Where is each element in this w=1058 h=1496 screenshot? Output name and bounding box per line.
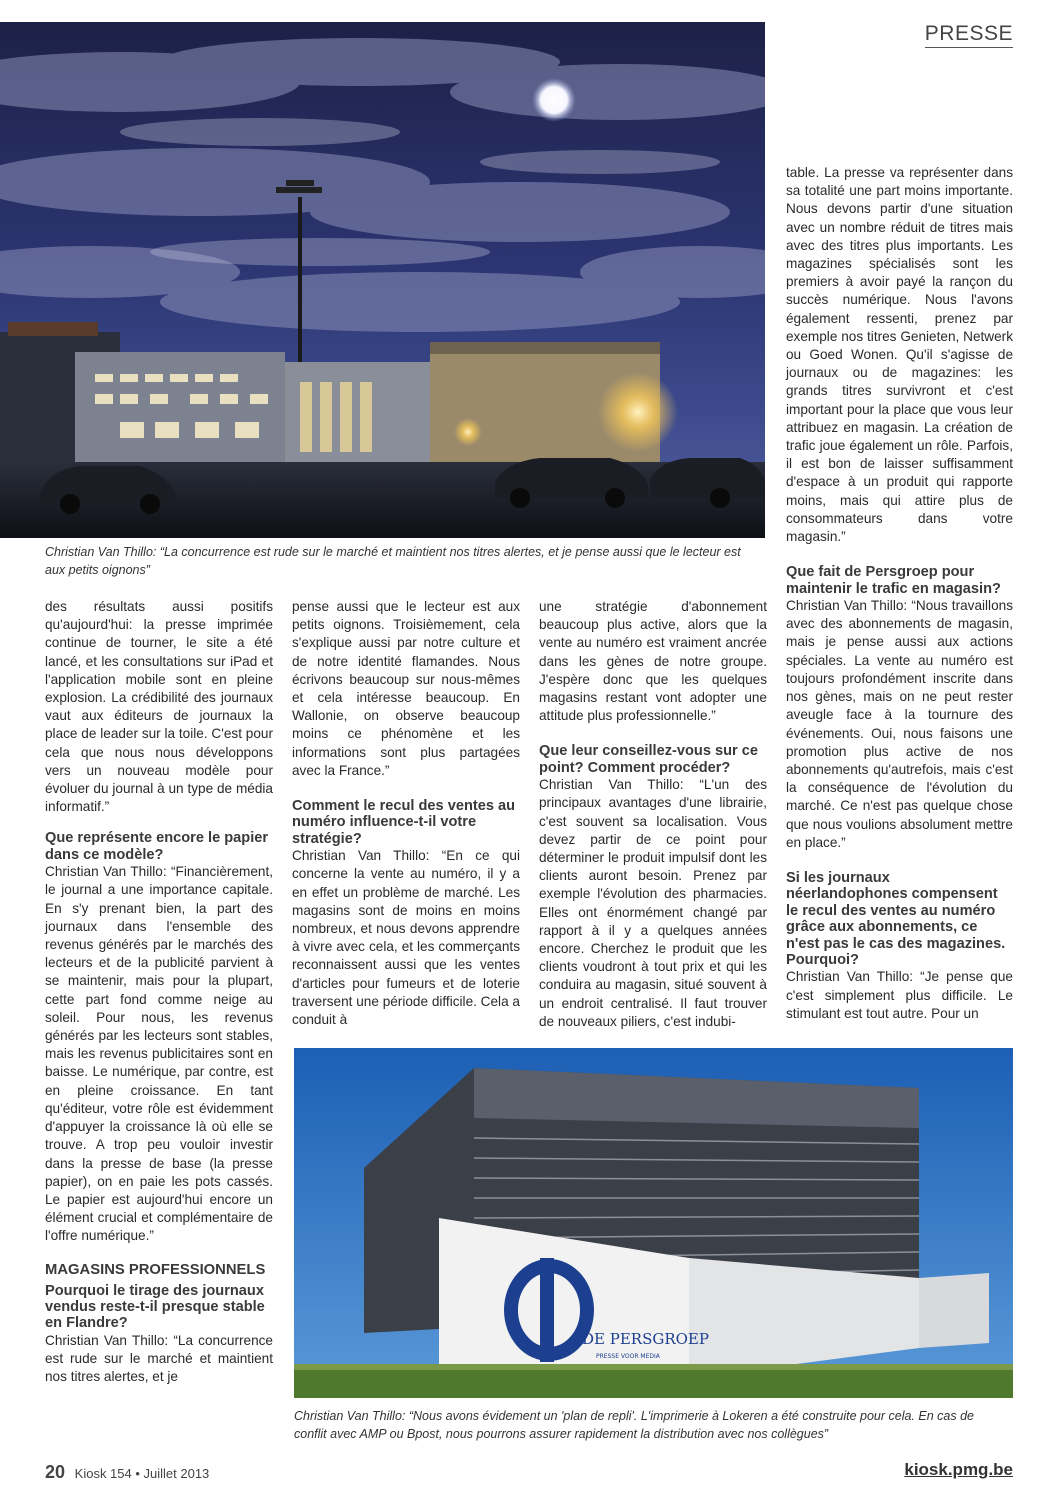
col4-paragraph-2: Christian Van Thillo: “Nous travaillons avec des abonnements de magasin, mais je pense aussi aux actions spéciales. La vente au numéro est toujours profondément inscrite dans nos gènes, mais on ne peut rester aveugle face à la tournure des événements. Oui, nous faisons une promotion plus active de nos abonnements qu'autrefois, mais c'est la conséquence de l'évolution du marché. Ce n'est pas quelque chose que nous voulions absolument mettre en place.” <box>786 598 1013 850</box>
column-3 <box>539 598 767 1031</box>
night-building-image <box>0 22 765 538</box>
column-2 <box>292 598 520 1029</box>
col4-paragraph-3: Christian Van Thillo: “Je pense que c'est simplement plus difficile. Le stimulant est tout autre. Pour un <box>786 969 1013 1021</box>
col4-paragraph-1: table. La presse va représenter dans sa totalité une part moins importante. Nous devons partir d'une situation avec un nombre réduit de titres mais avec des titres plus importants. Les magazines spécialisés sont les premiers à avoir payé la rançon du succès numérique. Nous l'avons également ressenti, prenez par exemple nos titres Genieten, Netwerk ou Goed Wonen. Qu'il s'agisse de journaux ou de magazines: les grands titres survivront et c'est important pour la place que vous leur attribuez en magasin. La création de trafic joue également un rôle. Parfois, il est bon de laisser suffisamment d'espace à un produit qui rapporte moins, mais qui attire plus de consommateurs dans votre magasin.” <box>786 165 1013 545</box>
section-tag: PRESSE <box>925 22 1013 48</box>
col1-paragraph-2: Christian Van Thillo: “Financièrement, le journal a une importance capitale. En s'y prenant bien, la part des journaux dans l'ensemble des revenus générés par le marchés des lecteurs et de la publicité parvient à se maintenir, mais pour la plupart, cette part fond comme neige au soleil. Pour nous, les revenus générés par les lecteurs sont stables, mais les revenus publicitaires sont en baisse. Le numérique, par contre, est en pleine croissance. En tant qu'éditeur, votre rôle est évidemment d'appuyer la croissance là où elle se trouve. A trop peu vouloir investir dans la presse de base (la presse papier), on en paie les pots cassés. Le papier est aujourd'hui encore un élément crucial et complémentaire de l'offre numérique.” <box>45 864 273 1244</box>
col2-question-1: Comment le recul des ventes au numéro influence-t-il votre stratégie? <box>292 798 516 847</box>
column-4 <box>786 164 1013 1023</box>
col1-question-2: Pourquoi le tirage des journaux vendus reste-t-il presque stable en Flandre? <box>45 1282 265 1332</box>
persgroep-logo-text: DE PERSGROEP <box>582 1330 709 1348</box>
top-photo-caption: Christian Van Thillo: “La concurrence est rude sur le marché et maintient nos titres alertes, et je pense aussi que le lecteur est aux petits oignons” <box>45 545 741 577</box>
col4-question-1: Que fait de Persgroep pour maintenir le trafic en magasin? <box>786 564 1001 597</box>
col1-question-1: Que représente encore le papier dans ce modèle? <box>45 830 269 863</box>
bottom-photo-caption: Christian Van Thillo: “Nous avons évidement un 'plan de repli'. L'imprimerie à Lokeren a été construite pour cela. En cas de conflit avec AMP ou Bpost, nous pourrons assurer rapidement la distribution avec nos collègues” <box>294 1409 974 1441</box>
col3-paragraph-1: une stratégie d'abonnement beaucoup plus active, alors que la vente au numéro est vraiment ancrée dans les gènes de notre groupe. J'espère donc que les quelques magasins restant vont adopter une attitude plus professionnelle.” <box>539 599 767 724</box>
bottom-photo <box>294 1048 1013 1398</box>
persgroep-logo-tagline: PRESSE VOOR MEDIA <box>596 1353 660 1360</box>
col3-question-1: Que leur conseillez-vous sur ce point? Comment procéder? <box>539 743 758 776</box>
col1-section-heading: MAGASINS PROFESSIONNELS <box>45 1261 266 1278</box>
col2-paragraph-1: pense aussi que le lecteur est aux petits oignons. Troisièmement, cela s'explique aussi par notre culture et de notre identité flamandes. Nous écrivons beaucoup sur nous-mêmes et cela intéresse beaucoup. En Wallonie, on observe beaucoup moins ce phénomène et les informations sont plus partagées avec la France.” <box>292 599 520 778</box>
top-photo <box>0 22 765 538</box>
footer-issue <box>45 1462 209 1483</box>
page-number: 20 <box>45 1462 66 1482</box>
persgroep-building-image <box>294 1048 1013 1398</box>
col1-paragraph-1: des résultats aussi positifs qu'aujourd'hui: la presse imprimée continue de tourner, le site a été lancé, et les consultations sur iPad et l'application mobile sont en pleine explosion. La crédibilité des journaux vaut aux éditeurs de journaux la place de leader sur la toile. C'est pour cela que nous nous développons vers un nouveau modèle pour évoluer du journal à un type de média informatif.” <box>45 599 273 815</box>
col2-paragraph-2: Christian Van Thillo: “En ce qui concerne la vente au numéro, il y a en effet un problème de marché. Les magasins sont de moins en moins nombreux, et nous devons apprendre à vivre avec cela, et les commerçants reconnaissent aussi que les ventes d'articles pour fumeurs et de loterie traversent une période difficile. Cela a conduit à <box>292 848 520 1028</box>
column-1 <box>45 598 273 1386</box>
footer-site-link[interactable]: kiosk.pmg.be <box>904 1460 1013 1479</box>
col1-paragraph-3: Christian Van Thillo: “La concurrence est rude sur le marché et maintient nos titres alertes, et je <box>45 1332 273 1385</box>
col3-paragraph-2: Christian Van Thillo: “L'un des principaux avantages d'une librairie, c'est souvent sa localisation. Vous devez partir de ce point pour déterminer le produit impulsif dont les clients auront besoin. Prenez par exemple l'évolution des pharmacies. Elles ont énormément changé par rapport à il y a quelques années encore. Cherchez le produit que les clients voudront à tout prix et qui les conduira au magasin, situé souvent à un endroit centralisé. Il faut trouver de nouveaux piliers, c'est indubi- <box>539 777 767 1029</box>
issue-label: Kiosk 154 • Juillet 2013 <box>74 1466 210 1481</box>
col4-question-2: Si les journaux néerlandophones compensent le recul des ventes au numéro grâce aux abonnements, ce n'est pas le cas des magazines. Pourquoi? <box>786 869 1006 968</box>
